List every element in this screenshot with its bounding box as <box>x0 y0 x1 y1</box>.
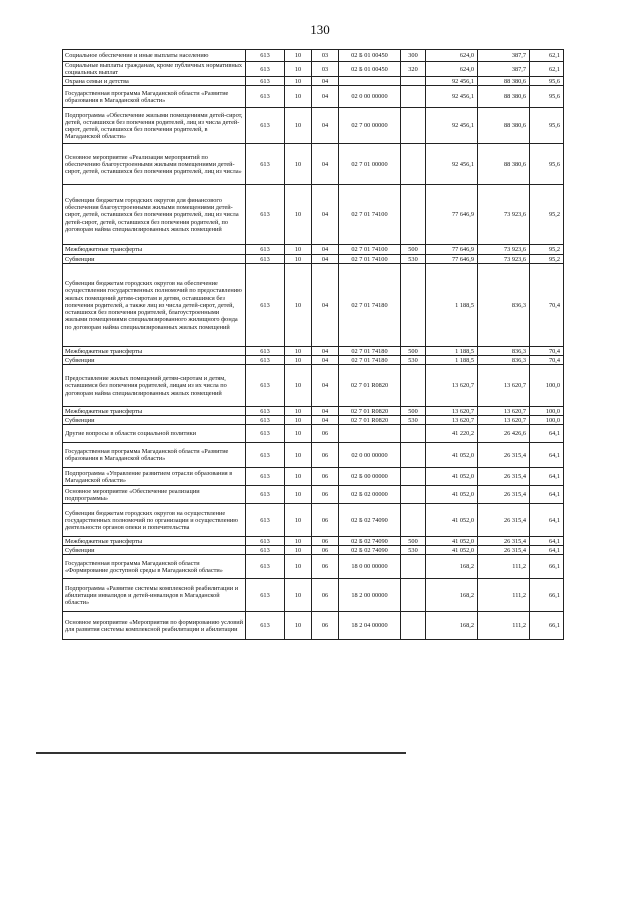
table-row <box>63 425 564 443</box>
section-code-cell: 10 <box>285 407 312 416</box>
executed-amount-cell: 13 620,7 <box>478 407 530 416</box>
subsection-code-cell: 04 <box>312 86 339 108</box>
planned-amount-cell: 41 052,0 <box>426 443 478 468</box>
table-row <box>63 356 564 365</box>
expense-type-cell <box>401 144 426 185</box>
subsection-code-cell: 04 <box>312 185 339 245</box>
table-row <box>63 365 564 407</box>
executed-amount-cell: 111,2 <box>478 555 530 579</box>
table-row <box>63 546 564 555</box>
grbs-code-cell: 613 <box>246 546 285 555</box>
executed-amount-cell: 73 923,6 <box>478 185 530 245</box>
table-row <box>63 264 564 347</box>
expense-type-cell <box>401 486 426 504</box>
planned-amount-cell: 92 456,1 <box>426 86 478 108</box>
table-row <box>63 486 564 504</box>
budget-table <box>62 49 564 640</box>
row-name-cell: Социальные выплаты гражданам, кроме публичных нормативных социальных выплат <box>63 62 246 77</box>
table-row <box>63 50 564 62</box>
grbs-code-cell: 613 <box>246 356 285 365</box>
row-name-cell: Предоставление жилых помещений детям-сиротам и детям, оставшимся без попечения родителей, лицам из их числа по договорам найма специализированных жилых помещений <box>63 365 246 407</box>
percent-cell: 95,6 <box>530 77 564 86</box>
section-code-cell: 10 <box>285 86 312 108</box>
table-row <box>63 185 564 245</box>
subsection-code-cell: 04 <box>312 245 339 255</box>
percent-cell: 64,1 <box>530 537 564 546</box>
subsection-code-cell: 06 <box>312 612 339 640</box>
section-code-cell: 10 <box>285 245 312 255</box>
section-code-cell: 10 <box>285 612 312 640</box>
row-name-cell: Социальное обеспечение и иные выплаты населению <box>63 50 246 62</box>
executed-amount-cell: 88 380,6 <box>478 77 530 86</box>
subsection-code-cell: 04 <box>312 264 339 347</box>
section-code-cell: 10 <box>285 144 312 185</box>
section-code-cell: 10 <box>285 62 312 77</box>
grbs-code-cell: 613 <box>246 425 285 443</box>
expense-type-cell <box>401 579 426 612</box>
subsection-code-cell: 06 <box>312 579 339 612</box>
subsection-code-cell: 04 <box>312 356 339 365</box>
table-row <box>63 77 564 86</box>
planned-amount-cell: 1 188,5 <box>426 264 478 347</box>
executed-amount-cell: 88 380,6 <box>478 108 530 144</box>
target-article-cell: 02 7 01 74100 <box>339 185 401 245</box>
subsection-code-cell: 04 <box>312 77 339 86</box>
section-code-cell: 10 <box>285 443 312 468</box>
grbs-code-cell: 613 <box>246 77 285 86</box>
expense-type-cell: 320 <box>401 62 426 77</box>
grbs-code-cell: 613 <box>246 555 285 579</box>
grbs-code-cell: 613 <box>246 62 285 77</box>
row-name-cell: Субвенции бюджетам городских округов на осуществление государственных полномочий по организации и осуществлению деятельности органов опеки и попечительства <box>63 504 246 537</box>
percent-cell: 95,6 <box>530 86 564 108</box>
expense-type-cell <box>401 425 426 443</box>
row-name-cell: Государственная программа Магаданской области «Развитие образования в Магаданской области» <box>63 443 246 468</box>
table-row <box>63 443 564 468</box>
grbs-code-cell: 613 <box>246 264 285 347</box>
expense-type-cell <box>401 504 426 537</box>
section-code-cell: 10 <box>285 50 312 62</box>
planned-amount-cell: 168,2 <box>426 612 478 640</box>
percent-cell: 95,2 <box>530 255 564 264</box>
executed-amount-cell: 73 923,6 <box>478 255 530 264</box>
subsection-code-cell: 06 <box>312 504 339 537</box>
subsection-code-cell: 03 <box>312 50 339 62</box>
subsection-code-cell: 04 <box>312 144 339 185</box>
row-name-cell: Государственная программа Магаданской области «Формирование доступной среды в Магаданской области» <box>63 555 246 579</box>
grbs-code-cell: 613 <box>246 185 285 245</box>
row-name-cell: Государственная программа Магаданской области «Развитие образования в Магаданской области» <box>63 86 246 108</box>
grbs-code-cell: 613 <box>246 612 285 640</box>
planned-amount-cell: 41 052,0 <box>426 468 478 486</box>
planned-amount-cell: 624,0 <box>426 62 478 77</box>
section-code-cell: 10 <box>285 546 312 555</box>
subsection-code-cell: 04 <box>312 365 339 407</box>
subsection-code-cell: 06 <box>312 546 339 555</box>
percent-cell: 70,4 <box>530 347 564 356</box>
table-row <box>63 504 564 537</box>
table-row <box>63 416 564 425</box>
planned-amount-cell: 168,2 <box>426 555 478 579</box>
row-name-cell: Межбюджетные трансферты <box>63 347 246 356</box>
percent-cell: 70,4 <box>530 356 564 365</box>
grbs-code-cell: 613 <box>246 579 285 612</box>
expense-type-cell: 300 <box>401 50 426 62</box>
target-article-cell: 02 7 01 74180 <box>339 264 401 347</box>
target-article-cell <box>339 425 401 443</box>
percent-cell: 64,1 <box>530 486 564 504</box>
grbs-code-cell: 613 <box>246 486 285 504</box>
section-code-cell: 10 <box>285 77 312 86</box>
target-article-cell: 02 7 01 74100 <box>339 245 401 255</box>
percent-cell: 100,0 <box>530 365 564 407</box>
table-row <box>63 468 564 486</box>
section-code-cell: 10 <box>285 537 312 546</box>
table-row <box>63 62 564 77</box>
planned-amount-cell: 13 620,7 <box>426 416 478 425</box>
grbs-code-cell: 613 <box>246 144 285 185</box>
grbs-code-cell: 613 <box>246 365 285 407</box>
target-article-cell: 02 0 00 00000 <box>339 86 401 108</box>
subsection-code-cell: 06 <box>312 443 339 468</box>
executed-amount-cell: 836,3 <box>478 264 530 347</box>
subsection-code-cell: 06 <box>312 555 339 579</box>
row-name-cell: Межбюджетные трансферты <box>63 537 246 546</box>
expense-type-cell: 500 <box>401 537 426 546</box>
executed-amount-cell: 26 426,6 <box>478 425 530 443</box>
target-article-cell: 02 7 01 74180 <box>339 356 401 365</box>
planned-amount-cell: 13 620,7 <box>426 407 478 416</box>
percent-cell: 100,0 <box>530 407 564 416</box>
executed-amount-cell: 111,2 <box>478 612 530 640</box>
percent-cell: 66,1 <box>530 612 564 640</box>
row-name-cell: Субвенции <box>63 356 246 365</box>
executed-amount-cell: 73 923,6 <box>478 245 530 255</box>
percent-cell: 100,0 <box>530 416 564 425</box>
grbs-code-cell: 613 <box>246 468 285 486</box>
grbs-code-cell: 613 <box>246 443 285 468</box>
target-article-cell: 02 Б 01 00450 <box>339 50 401 62</box>
row-name-cell: Межбюджетные трансферты <box>63 407 246 416</box>
executed-amount-cell: 13 620,7 <box>478 365 530 407</box>
executed-amount-cell: 836,3 <box>478 347 530 356</box>
executed-amount-cell: 88 380,6 <box>478 144 530 185</box>
target-article-cell: 02 Б 02 74090 <box>339 546 401 555</box>
row-name-cell: Основное мероприятие «Реализация мероприятий по обеспечению благоустроенными жилыми помещениями детей-сирот, детей, оставшихся без попечения родителей, лиц из числа» <box>63 144 246 185</box>
table-row <box>63 108 564 144</box>
planned-amount-cell: 92 456,1 <box>426 77 478 86</box>
row-name-cell: Охрана семьи и детства <box>63 77 246 86</box>
planned-amount-cell: 41 052,0 <box>426 504 478 537</box>
table-row <box>63 612 564 640</box>
planned-amount-cell: 92 456,1 <box>426 108 478 144</box>
percent-cell: 62,1 <box>530 50 564 62</box>
grbs-code-cell: 613 <box>246 86 285 108</box>
expense-type-cell <box>401 108 426 144</box>
expense-type-cell <box>401 443 426 468</box>
row-name-cell: Подпрограмма «Управление развитием отрасли образования в Магаданской области» <box>63 468 246 486</box>
grbs-code-cell: 613 <box>246 255 285 264</box>
target-article-cell: 18 2 04 00000 <box>339 612 401 640</box>
row-name-cell: Субвенции <box>63 416 246 425</box>
target-article-cell: 18 0 00 00000 <box>339 555 401 579</box>
grbs-code-cell: 613 <box>246 416 285 425</box>
row-name-cell: Основное мероприятие «Мероприятия по формированию условий для развития системы комплексной реабилитации и абилитации <box>63 612 246 640</box>
percent-cell: 66,1 <box>530 555 564 579</box>
section-code-cell: 10 <box>285 365 312 407</box>
subsection-code-cell: 06 <box>312 486 339 504</box>
subsection-code-cell: 04 <box>312 255 339 264</box>
expense-type-cell <box>401 86 426 108</box>
executed-amount-cell: 13 620,7 <box>478 416 530 425</box>
section-code-cell: 10 <box>285 555 312 579</box>
subsection-code-cell: 03 <box>312 62 339 77</box>
target-article-cell: 02 7 01 74180 <box>339 347 401 356</box>
target-article-cell: 02 Б 02 00000 <box>339 486 401 504</box>
subsection-code-cell: 04 <box>312 407 339 416</box>
expense-type-cell: 500 <box>401 245 426 255</box>
expense-type-cell: 530 <box>401 356 426 365</box>
table-row <box>63 407 564 416</box>
target-article-cell: 02 7 01 R0820 <box>339 407 401 416</box>
target-article-cell: 18 2 00 00000 <box>339 579 401 612</box>
section-code-cell: 10 <box>285 347 312 356</box>
executed-amount-cell: 26 315,4 <box>478 468 530 486</box>
percent-cell: 64,1 <box>530 425 564 443</box>
percent-cell: 64,1 <box>530 546 564 555</box>
row-name-cell: Подпрограмма «Обеспечение жилыми помещениями детей-сирот, детей, оставшихся без попечения родителей, лиц из числа детей-сирот, детей, оставшихся без попечения родителей, в Магаданской области» <box>63 108 246 144</box>
section-code-cell: 10 <box>285 356 312 365</box>
table-body <box>63 50 564 640</box>
table-row <box>63 245 564 255</box>
grbs-code-cell: 613 <box>246 50 285 62</box>
expense-type-cell: 530 <box>401 416 426 425</box>
page-number: 130 <box>310 22 330 37</box>
planned-amount-cell: 1 188,5 <box>426 356 478 365</box>
section-code-cell: 10 <box>285 504 312 537</box>
subsection-code-cell: 06 <box>312 468 339 486</box>
target-article-cell: 02 Б 02 74090 <box>339 504 401 537</box>
row-name-cell: Другие вопросы в области социальной политики <box>63 425 246 443</box>
percent-cell: 95,2 <box>530 185 564 245</box>
table-row <box>63 537 564 546</box>
table-row <box>63 86 564 108</box>
target-article-cell: 02 7 01 74100 <box>339 255 401 264</box>
target-article-cell: 02 7 01 00000 <box>339 144 401 185</box>
executed-amount-cell: 26 315,4 <box>478 443 530 468</box>
section-code-cell: 10 <box>285 185 312 245</box>
planned-amount-cell: 168,2 <box>426 579 478 612</box>
section-code-cell: 10 <box>285 425 312 443</box>
table-row <box>63 144 564 185</box>
grbs-code-cell: 613 <box>246 245 285 255</box>
planned-amount-cell: 77 646,9 <box>426 255 478 264</box>
planned-amount-cell: 41 220,2 <box>426 425 478 443</box>
planned-amount-cell: 92 456,1 <box>426 144 478 185</box>
executed-amount-cell: 26 315,4 <box>478 546 530 555</box>
section-code-cell: 10 <box>285 264 312 347</box>
expense-type-cell <box>401 185 426 245</box>
target-article-cell: 02 Б 01 00450 <box>339 62 401 77</box>
expense-type-cell <box>401 468 426 486</box>
expense-type-cell: 530 <box>401 546 426 555</box>
row-name-cell: Основное мероприятие «Обеспечение реализации подпрограммы» <box>63 486 246 504</box>
row-name-cell: Субвенции бюджетам городских округов для финансового обеспечения благоустроенными жилыми помещениями детей-сирот, детей, оставшихся без попечения родителей, лиц из числа детей-сирот, детей, оставшихся без попечения родителей, по договорам найма специализированных жилых помещений <box>63 185 246 245</box>
grbs-code-cell: 613 <box>246 347 285 356</box>
expense-type-cell <box>401 365 426 407</box>
target-article-cell: 02 Б 02 74090 <box>339 537 401 546</box>
grbs-code-cell: 613 <box>246 407 285 416</box>
target-article-cell: 02 7 01 R0820 <box>339 416 401 425</box>
percent-cell: 95,6 <box>530 108 564 144</box>
executed-amount-cell: 387,7 <box>478 50 530 62</box>
target-article-cell <box>339 77 401 86</box>
percent-cell: 62,1 <box>530 62 564 77</box>
table-row <box>63 579 564 612</box>
table-row <box>63 255 564 264</box>
table-row <box>63 555 564 579</box>
expense-type-cell <box>401 555 426 579</box>
executed-amount-cell: 26 315,4 <box>478 537 530 546</box>
percent-cell: 95,2 <box>530 245 564 255</box>
expense-type-cell: 530 <box>401 255 426 264</box>
planned-amount-cell: 41 052,0 <box>426 486 478 504</box>
row-name-cell: Субвенции бюджетам городских округов на обеспечение осуществления государственных полномочий по предоставлению жилых помещений детям-сиротам и детям, оставшимся без попечения родителей, а также лиц из числа детей-сирот, детей, оставшихся без попечения родителей, благоустроенными жилыми помещениями специализированного жилищного фонда по договорам найма специализированных жилых помещений <box>63 264 246 347</box>
executed-amount-cell: 836,3 <box>478 356 530 365</box>
executed-amount-cell: 26 315,4 <box>478 486 530 504</box>
section-code-cell: 10 <box>285 468 312 486</box>
section-code-cell: 10 <box>285 579 312 612</box>
row-name-cell: Субвенции <box>63 255 246 264</box>
section-code-cell: 10 <box>285 255 312 264</box>
subsection-code-cell: 04 <box>312 347 339 356</box>
planned-amount-cell: 41 052,0 <box>426 546 478 555</box>
expense-type-cell <box>401 264 426 347</box>
expense-type-cell: 500 <box>401 347 426 356</box>
planned-amount-cell: 13 620,7 <box>426 365 478 407</box>
footer-rule <box>36 752 406 754</box>
section-code-cell: 10 <box>285 486 312 504</box>
table-row <box>63 347 564 356</box>
grbs-code-cell: 613 <box>246 504 285 537</box>
subsection-code-cell: 04 <box>312 108 339 144</box>
expense-type-cell <box>401 612 426 640</box>
executed-amount-cell: 111,2 <box>478 579 530 612</box>
executed-amount-cell: 88 380,6 <box>478 86 530 108</box>
percent-cell: 95,6 <box>530 144 564 185</box>
section-code-cell: 10 <box>285 416 312 425</box>
planned-amount-cell: 624,0 <box>426 50 478 62</box>
planned-amount-cell: 77 646,9 <box>426 185 478 245</box>
executed-amount-cell: 26 315,4 <box>478 504 530 537</box>
percent-cell: 70,4 <box>530 264 564 347</box>
planned-amount-cell: 77 646,9 <box>426 245 478 255</box>
grbs-code-cell: 613 <box>246 108 285 144</box>
target-article-cell: 02 7 01 R0820 <box>339 365 401 407</box>
planned-amount-cell: 1 188,5 <box>426 347 478 356</box>
target-article-cell: 02 7 00 00000 <box>339 108 401 144</box>
section-code-cell: 10 <box>285 108 312 144</box>
percent-cell: 66,1 <box>530 579 564 612</box>
percent-cell: 64,1 <box>530 443 564 468</box>
subsection-code-cell: 04 <box>312 416 339 425</box>
expense-type-cell: 500 <box>401 407 426 416</box>
percent-cell: 64,1 <box>530 468 564 486</box>
grbs-code-cell: 613 <box>246 537 285 546</box>
target-article-cell: 02 Б 00 00000 <box>339 468 401 486</box>
executed-amount-cell: 387,7 <box>478 62 530 77</box>
row-name-cell: Субвенции <box>63 546 246 555</box>
target-article-cell: 02 0 00 00000 <box>339 443 401 468</box>
planned-amount-cell: 41 052,0 <box>426 537 478 546</box>
row-name-cell: Подпрограмма «Развитие системы комплексной реабилитации и абилитации инвалидов и детей-инвалидов в Магаданской области» <box>63 579 246 612</box>
expense-type-cell <box>401 77 426 86</box>
subsection-code-cell: 06 <box>312 537 339 546</box>
subsection-code-cell: 06 <box>312 425 339 443</box>
percent-cell: 64,1 <box>530 504 564 537</box>
row-name-cell: Межбюджетные трансферты <box>63 245 246 255</box>
